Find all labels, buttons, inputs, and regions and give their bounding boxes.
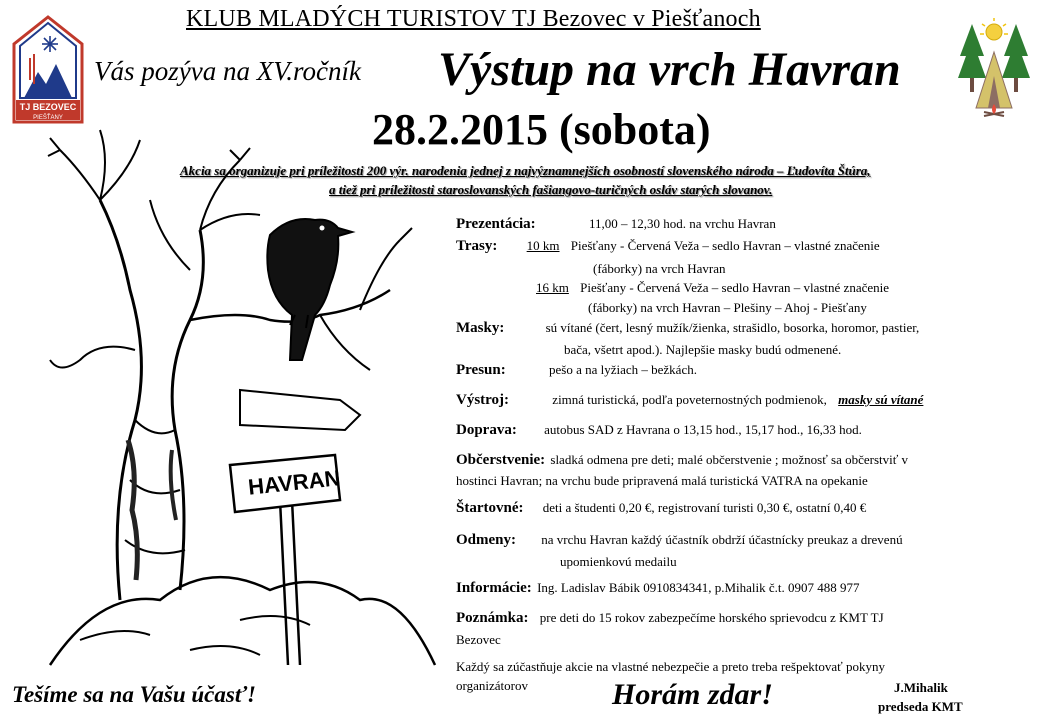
- row-poznamka: [456, 610, 884, 627]
- row-obcerstvenie: [456, 452, 908, 469]
- label-startovne: Štartovné:: [456, 500, 524, 516]
- label-presun: Presun:: [456, 362, 506, 378]
- signature-role: predseda KMT: [878, 699, 963, 714]
- label-doprava: Doprava:: [456, 422, 517, 438]
- label-vystroj: Výstroj:: [456, 392, 510, 408]
- label-odmeny: Odmeny:: [456, 532, 516, 548]
- text-masky-1: sú vítané (čert, lesný mužík/žienka, strašidlo, bosorka, horomor, pastier,: [545, 320, 920, 335]
- invite-text: Vás pozýva na XV.ročník: [94, 56, 361, 86]
- text-masky-2: bača, všetrt apod.). Najlepšie masky budú odmenené.: [564, 342, 842, 357]
- text-doprava: autobus SAD z Havrana o 13,15 hod., 15,17 hod., 16,33 hod.: [544, 422, 862, 437]
- row-prezentacia: [456, 216, 776, 233]
- camp-illustration: [958, 16, 1030, 120]
- tree-raven-sign-illustration: [40, 120, 440, 680]
- text-vystroj-emph: masky sú vítané: [838, 392, 924, 407]
- text-poznamka-2: Bezovec: [456, 632, 501, 647]
- event-date: 28.2.2015 (sobota): [372, 105, 711, 154]
- text-obcerstvenie-2: hostinci Havran; na vrchu bude pripravená malá turistická VATRA na opekanie: [456, 473, 868, 488]
- route-10km-line-2: (fáborky) na vrch Havran: [593, 261, 726, 276]
- row-route-16km: [536, 280, 889, 296]
- label-masky: Masky:: [456, 320, 505, 336]
- text-startovne: deti a študenti 0,20 €, registrovaní turisti 0,30 €, ostatní 0,40 €: [542, 500, 867, 515]
- label-trasy: Trasy:: [456, 238, 498, 254]
- welcome-footer: Tešíme sa na Vašu účasť!: [12, 682, 256, 707]
- route-10km: 10 km: [526, 238, 560, 253]
- row-vystroj: [456, 392, 923, 409]
- route-16km-line-2: (fáborky) na vrch Havran – Plešiny – Ahoj - Piešťany: [588, 300, 867, 315]
- greeting-footer: Horám zdar!: [612, 678, 773, 711]
- closing-line-2: organizátorov: [456, 678, 528, 693]
- row-startovne: [456, 500, 866, 517]
- svg-text:TJ BEZOVEC: TJ BEZOVEC: [19, 102, 77, 112]
- text-obcerstvenie-1: sladká odmena pre deti; malé občerstvenie ; možnosť sa občerstviť v: [550, 452, 909, 467]
- club-name-header: KLUB MLADÝCH TURISTOV TJ Bezovec v Piešťanoch: [186, 6, 761, 32]
- closing-line-1: Každý sa zúčastňuje akcie na vlastné nebezpečie a preto treba rešpektovať pokyny: [456, 659, 885, 674]
- text-odmeny-2: upomienkovú medailu: [560, 554, 677, 569]
- club-logo: [10, 14, 86, 126]
- row-odmeny: [456, 532, 903, 549]
- row-trasy: [456, 238, 880, 255]
- row-informacie: [456, 580, 860, 597]
- row-masky: [456, 320, 919, 337]
- row-presun: [456, 362, 697, 379]
- label-prezentacia: Prezentácia:: [456, 216, 536, 232]
- text-poznamka-1: pre deti do 15 rokov zabezpečíme horského sprievodcu z KMT TJ: [539, 610, 884, 625]
- text-odmeny-1: na vrchu Havran každý účastník obdrží účastnícky preukaz a drevenú: [541, 532, 903, 547]
- route-10km-line-1: Piešťany - Červená Veža – sedlo Havran – vlastné značenie: [570, 238, 880, 253]
- label-informacie: Informácie:: [456, 580, 532, 596]
- row-doprava: [456, 422, 862, 439]
- intro-line-1: Akcia sa organizuje pri príležitosti 200 výr. narodenia jednej z najvýznamnejších osobností slovenského národa – Ľudovíta Štúra,: [180, 163, 871, 178]
- route-16km: 16 km: [536, 280, 569, 295]
- signature-name: J.Mihalik: [894, 680, 948, 695]
- text-presun: pešo a na lyžiach – bežkách.: [548, 362, 697, 377]
- route-16km-line-1: Piešťany - Červená Veža – sedlo Havran – vlastné značenie: [580, 280, 890, 295]
- event-title: Výstup na vrch Havran: [438, 43, 901, 96]
- svg-text:PIEŠŤANY: PIEŠŤANY: [33, 115, 63, 121]
- text-vystroj: zimná turistická, podľa poveternostných podmienok,: [552, 392, 827, 407]
- havran-sign-text: HAVRAN: [246, 465, 342, 500]
- label-poznamka: Poznámka:: [456, 610, 529, 626]
- intro-line-2: a tiež pri príležitosti staroslovanských fašiangovo-turičných osláv starých slovanov.: [329, 182, 773, 197]
- text-informacie: Ing. Ladislav Bábik 0910834341, p.Mihalik č.t. 0907 488 977: [537, 580, 860, 595]
- text-prezentacia: 11,00 – 12,30 hod. na vrchu Havran: [588, 216, 776, 231]
- label-obcerstvenie: Občerstvenie:: [456, 452, 546, 468]
